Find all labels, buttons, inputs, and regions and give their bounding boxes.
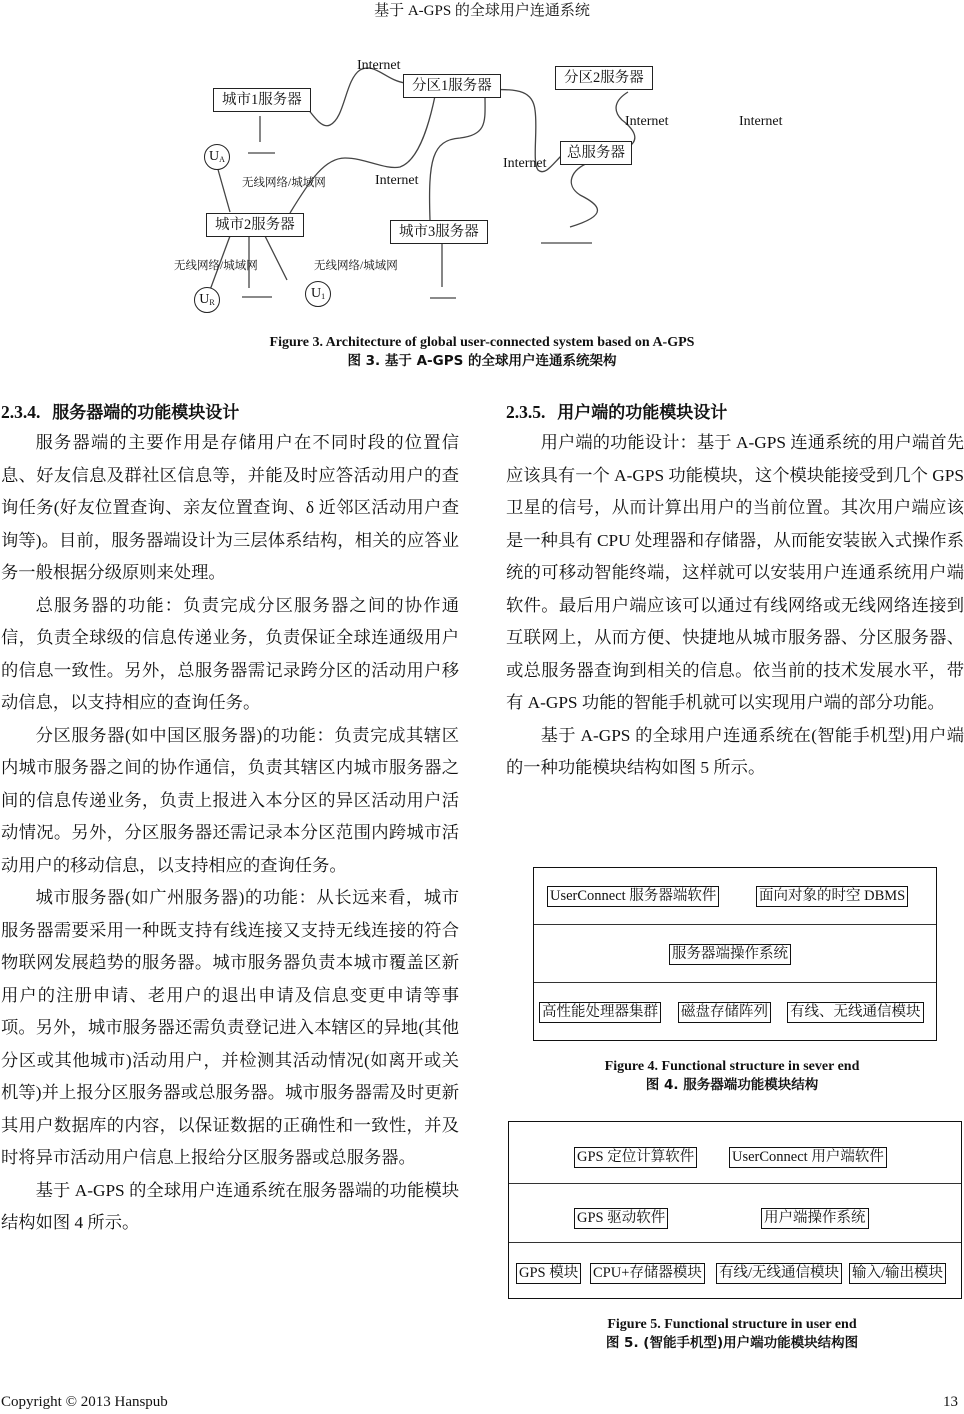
label-internet-1: Internet [357, 58, 401, 73]
user-ur-letter: U [199, 292, 210, 307]
section-number: 2.3.5. [506, 402, 546, 422]
link-city1-zone1 [297, 68, 405, 126]
node-city2-server: 城市2服务器 [206, 213, 304, 237]
link-head-down [570, 162, 598, 227]
node-zone1-server: 分区1服务器 [403, 74, 501, 98]
fig5-gps-calc-software: GPS 定位计算软件 [574, 1147, 697, 1168]
paragraph: 分区服务器(如中国区服务器)的功能：负责完成其辖区内城市服务器之间的协作通信，负责其辖区内城市服务器之间的信息传递业务，负责上报进入本分区的异区活动用户活动情况。另外，分区服务器还需记录本分区范围内跨城市活动用户的移动信息，以支持相应的查询任务。 [1, 725, 459, 875]
section-title: 服务器端的功能模块设计 [52, 403, 240, 423]
fig5-cpu-memory-module: CPU+存储器模块 [590, 1263, 705, 1284]
label-internet-2: Internet [375, 173, 419, 188]
fig4-comm-module: 有线、无线通信模块 [787, 1002, 924, 1023]
figure-3-caption [0, 334, 964, 370]
label-wireless-ua: 无线网络/城域网 [242, 177, 326, 189]
node-city1-server: 城市1服务器 [213, 88, 311, 112]
section-title: 用户端的功能模块设计 [557, 403, 728, 423]
fig5-gps-driver: GPS 驱动软件 [574, 1208, 668, 1229]
fig4-spatiotemporal-dbms: 面向对象的时空 DBMS [756, 886, 908, 907]
section-heading-2-3-4 [1, 397, 459, 427]
fig5-io-module: 输入/输出模块 [849, 1263, 946, 1284]
fig5-user-os: 用户端操作系统 [761, 1208, 869, 1229]
label-wireless-u1: 无线网络/城域网 [314, 260, 398, 272]
fig5-userconnect-user-software: UserConnect 用户端软件 [729, 1147, 887, 1168]
figure-3-architecture-diagram [160, 50, 800, 320]
fig4-layer-software [534, 868, 936, 924]
fig4-processor-cluster: 高性能处理器集群 [539, 1002, 661, 1023]
figure-5-user-structure [508, 1121, 962, 1299]
paragraph: 基于 A-GPS 的全球用户连通系统在(智能手机型)用户端的一种功能模块结构如图 5 所示。 [506, 725, 964, 777]
figure-5-caption-en: Figure 5. Functional structure in user end [607, 1317, 857, 1332]
figure-5-caption [500, 1316, 964, 1352]
label-internet-4: Internet [625, 114, 669, 129]
paragraph: 用户端的功能设计：基于 A-GPS 连通系统的用户端首先应该具有一个 A-GPS 功能模块，这个模块能接受到几个 GPS 卫星的信号，从而计算出用户的当前位置。其次用户端应该是一种具有 CPU 处理器和存储器，从而能安装嵌入式操作系统的可移动智能终端，这样就可以安装用户连通系统用户端软件。最后用户端应该可以通过有线网络或无线网络连接到互联网上，从而方便、快捷地从城市服务器、分区服务器、或总服务器查询到相关的信息。依当前的技术发展水平，带有 A-GPS 功能的智能手机就可以实现用户端的部分功能。 [506, 433, 964, 712]
fig4-server-os: 服务器端操作系统 [669, 944, 791, 965]
right-column [506, 397, 964, 785]
fig5-layer-hardware [509, 1242, 961, 1298]
figure-4-server-structure [533, 867, 937, 1041]
fig5-comm-module: 有线/无线通信模块 [716, 1263, 842, 1284]
figure-3-caption-en: Figure 3. Architecture of global user-connected system based on A-GPS [269, 335, 695, 350]
paragraph: 服务器端的主要作用是存储用户在不同时段的位置信息、好友信息及群社区信息等，并能及时应答活动用户的查询任务(好友位置查询、亲友位置查询、δ 近邻区活动用户查询等)。目前，服务器端设计为三层体系结构，相关的应答业务一般根据分级原则来处理。 [1, 433, 459, 582]
left-column [1, 397, 459, 1240]
fig4-layer-hardware [534, 982, 936, 1039]
fig4-layer-os [534, 924, 936, 983]
paragraph: 总服务器的功能：负责完成分区服务器之间的协作通信，负责全球级的信息传递业务，负责保证全球连通级用户的信息一致性。另外，总服务器需记录跨分区的活动用户移动信息，以支持相应的查询任务。 [1, 595, 459, 712]
figure-5-caption-cn: 图 5. (智能手机型)用户端功能模块结构图 [605, 1335, 859, 1351]
user-ur [194, 287, 220, 313]
user-u1-letter: U [310, 286, 322, 301]
footer-page-number: 13 [943, 1394, 958, 1410]
fig4-userconnect-server-software: UserConnect 服务器端软件 [547, 886, 719, 907]
link-zone1-city3 [430, 96, 486, 220]
label-internet-3: Internet [503, 156, 547, 171]
running-head: 基于 A-GPS 的全球用户连通系统 [374, 3, 590, 19]
figure-3-caption-cn: 图 3. 基于 A-GPS 的全球用户连通系统架构 [347, 353, 617, 369]
section-number: 2.3.4. [1, 402, 41, 422]
fig5-layer-os [509, 1183, 961, 1243]
footer-copyright: Copyright © 2013 Hanspub [1, 1394, 168, 1410]
node-head-server: 总服务器 [560, 141, 632, 165]
label-wireless-ur: 无线网络/城域网 [174, 260, 258, 272]
paragraph: 基于 A-GPS 的全球用户连通系统在服务器端的功能模块结构如图 4 所示。 [1, 1180, 459, 1232]
user-ua [204, 144, 230, 170]
user-ua-subscript: A [219, 155, 225, 164]
link-city2-u1 [265, 236, 287, 280]
node-city3-server: 城市3服务器 [390, 220, 488, 244]
figure-4-caption-en: Figure 4. Functional structure in sever end [604, 1059, 860, 1074]
figure-4-caption [500, 1058, 964, 1094]
fig5-gps-module: GPS 模块 [516, 1263, 581, 1284]
user-ua-letter: U [209, 149, 220, 164]
figure-4-caption-cn: 图 4. 服务器端功能模块结构 [645, 1077, 819, 1093]
link-ua-city2 [217, 166, 230, 212]
user-ur-subscript: R [209, 298, 215, 307]
section-heading-2-3-5 [506, 397, 964, 427]
node-zone2-server: 分区2服务器 [555, 66, 653, 90]
user-u1-subscript: 1 [321, 292, 326, 301]
paragraph: 城市服务器(如广州服务器)的功能：从长远来看，城市服务器需要采用一种既支持有线连接又支持无线连接的符合物联网发展趋势的服务器。城市服务器负责本城市覆盖区新用户的注册申请、老用户的退出申请及信息变更申请等事项。另外，城市服务器还需负责登记进入本辖区的异地(其他分区或其他城市)活动用户，并检测其活动情况(如离开或关机等)并上报分区服务器或总服务器。城市服务器需及时更新其用户数据库的内容，以保证数据的正确性和一致性，并及时将异市活动用户信息上报给分区服务器或总服务器。 [1, 888, 459, 1167]
fig4-disk-array: 磁盘存储阵列 [678, 1002, 771, 1023]
user-u1 [305, 281, 331, 307]
fig5-layer-software [509, 1122, 961, 1183]
label-internet-5: Internet [739, 114, 783, 129]
